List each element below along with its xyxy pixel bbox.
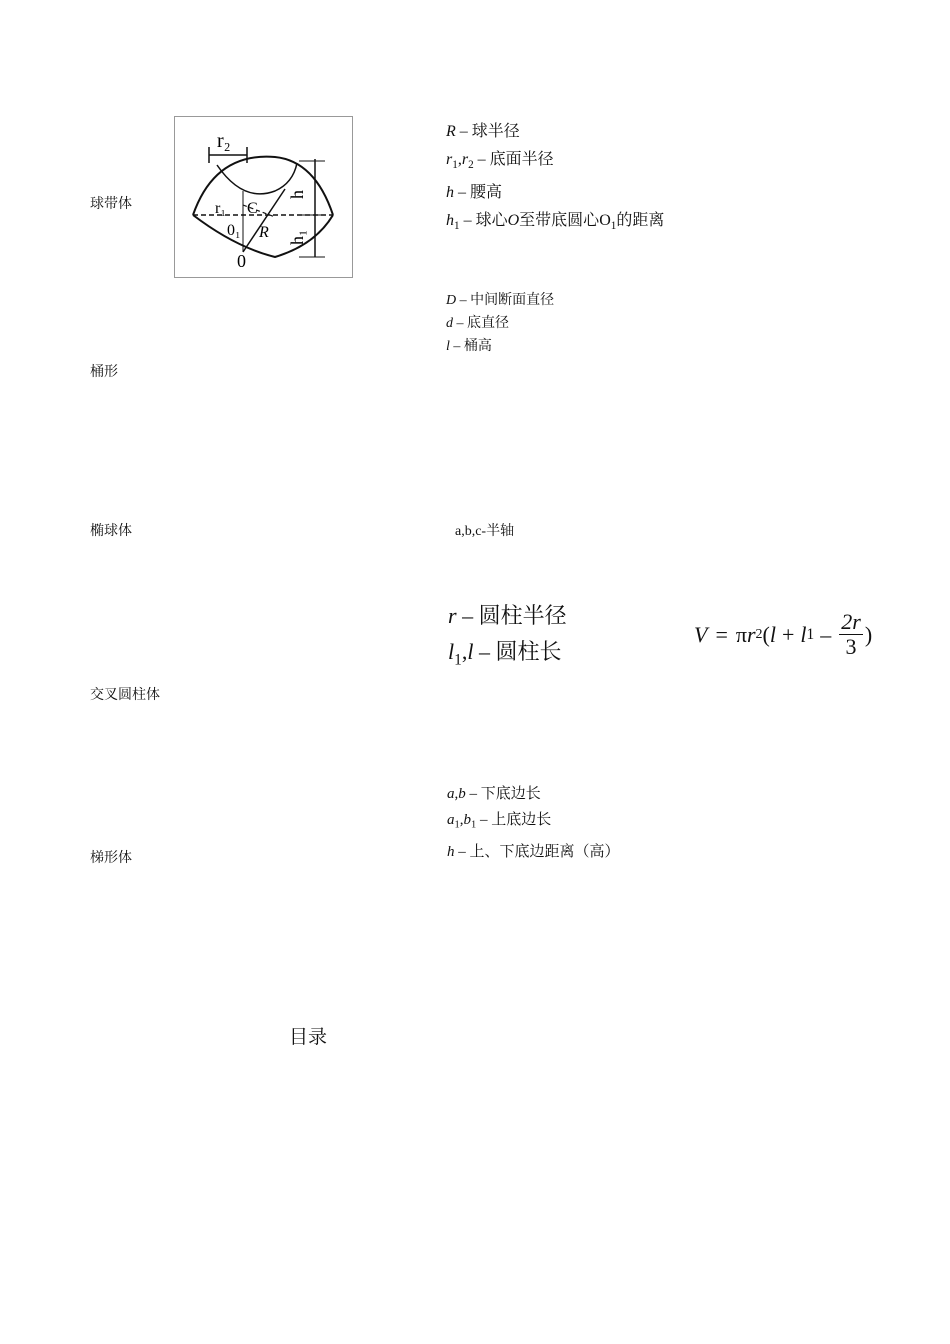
def-d: d – 底直径 — [446, 316, 509, 331]
figure-label-h1: h₁ — [287, 229, 307, 245]
figure-label-R: R — [259, 224, 269, 241]
formula-numerator: 2r — [841, 609, 861, 634]
figure-label-r1: r₁ — [215, 200, 226, 217]
def-r-cyl: r – 圆柱半径 — [448, 603, 567, 628]
section-label-jiaocha: 交叉圆柱体 — [90, 688, 160, 703]
section-label-qiudai: 球带体 — [90, 197, 132, 212]
section-label-tongxing: 桶形 — [90, 365, 118, 380]
def-r1-r2: $r_1,r_2$ – 底面半径 — [446, 151, 554, 171]
definitions-jiaocha — [448, 598, 567, 678]
section-label-tuoqiu: 椭球体 — [90, 524, 132, 539]
volume-formula: V = π r 2 ( l + l 1 – $\frac{2r}{3}$ ) — [694, 609, 873, 659]
figure-label-c: C — [247, 200, 258, 217]
definitions-tongxing — [446, 289, 554, 358]
figure-label-r2: r₂ — [217, 130, 231, 152]
figure-label-o1: 0₁ — [227, 222, 241, 239]
definitions-tixing — [447, 781, 620, 865]
def-h1: $h_1$ – 球心O至带底圆心$O_1$的距离 — [446, 211, 665, 232]
def-axes: a,b,c-半轴 — [455, 524, 515, 539]
def-h-trap: h – 上、下底边距离（高） — [447, 843, 620, 860]
section-label-tixing: 梯形体 — [90, 851, 132, 866]
figure-label-h: h — [287, 190, 307, 199]
spherical-zone-figure — [174, 116, 353, 278]
spherical-zone-diagram — [175, 117, 352, 277]
def-l-cyl: $l_1,l$ – 圆柱长 — [448, 639, 562, 669]
def-D: D – 中间断面直径 — [446, 293, 555, 308]
def-a1b1: $a_1,b_1$ – 上底边长 — [447, 812, 552, 831]
def-ab: a,b – 下底边长 — [447, 786, 541, 802]
def-l: l – 桶高 — [446, 339, 492, 354]
formula-denominator: 3 — [845, 634, 857, 659]
figure-label-o: 0 — [237, 251, 246, 271]
definitions-qiudai — [446, 118, 664, 240]
def-h: h – 腰高 — [446, 183, 503, 201]
def-R: R – 球半径 — [446, 123, 520, 140]
formula-fraction — [839, 610, 863, 659]
formula-lhs: V — [694, 621, 708, 647]
toc-title: 目录 — [289, 1027, 328, 1048]
